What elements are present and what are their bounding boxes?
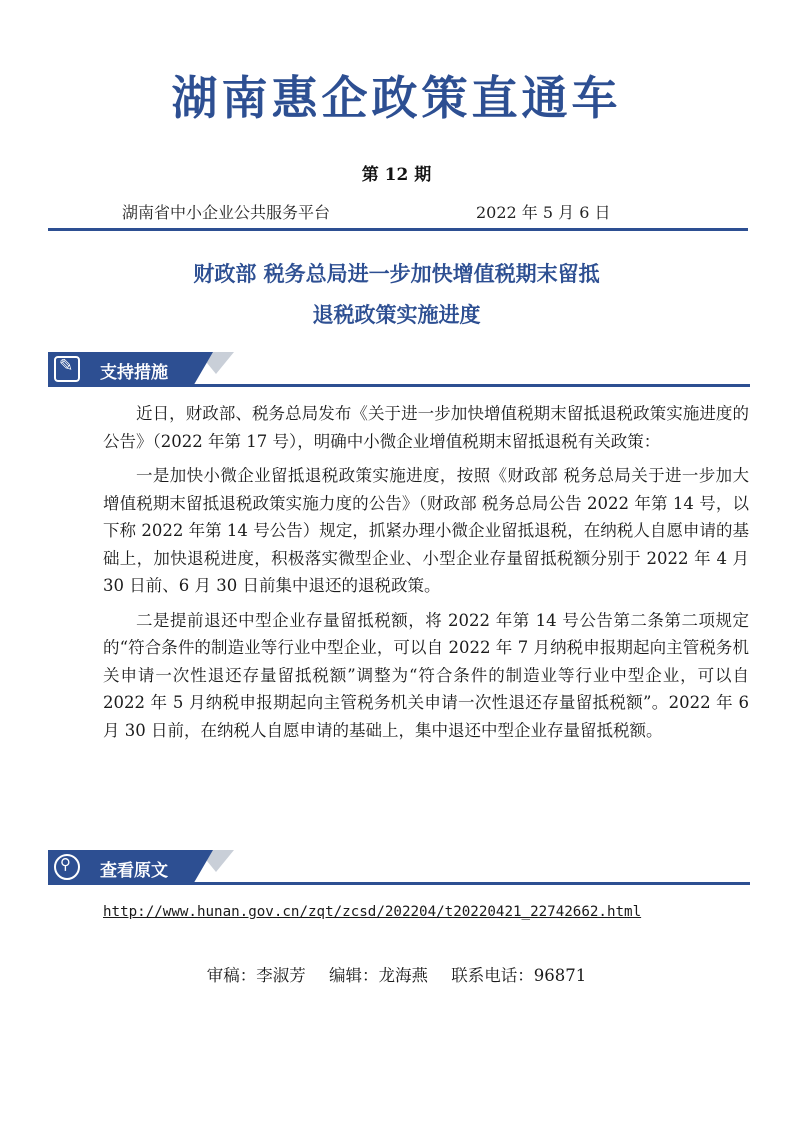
- section-label: 支持措施: [100, 363, 168, 383]
- section-label: 查看原文: [100, 861, 168, 881]
- article-headline-line-1: 财政部 税务总局进一步加快增值税期末留抵: [193, 262, 600, 286]
- section-divider: [48, 384, 750, 387]
- paragraph-intro: 近日，财政部、税务总局发布《关于进一步加快增值税期末留抵退税政策实施进度的公告》（2022 年第 17 号），明确中小微企业增值税期末留抵退税有关政策：: [103, 404, 749, 451]
- section-divider: [48, 882, 750, 885]
- article-body: [103, 400, 749, 751]
- publisher-line: [122, 200, 682, 223]
- section-header-support-measures: [48, 352, 750, 392]
- publisher-name: 湖南省中小企业公共服务平台: [122, 203, 331, 222]
- publish-date: 2022 年 5 月 6 日: [476, 203, 611, 222]
- issue-number: 第 12 期: [361, 165, 432, 185]
- article-headline-line-2: 退税政策实施进度: [312, 303, 481, 327]
- magnifier-icon: ⚲: [54, 854, 80, 880]
- editor-credits: 审稿：李淑芳 编辑：龙海燕 联系电话：96871: [206, 966, 587, 985]
- pen-edit-icon: ✎: [54, 356, 80, 382]
- section-header-view-original: [48, 850, 750, 890]
- source-link[interactable]: http://www.hunan.gov.cn/zqt/zcsd/202204/t20220421_22742662.html: [103, 904, 642, 920]
- paragraph-medium: 二是提前退还中型企业存量留抵税额，将 2022 年第 14 号公告第二条第二项规定的“符合条件的制造业等行业中型企业，可以自 2022 年 7 月纳税申报期起向主管税务机关申请一次性退还存量留抵税额”调整为“符合条件的制造业等行业中型企业，可以自 2022 年 5 月纳税申报期起向主管税务机关申请一次性退还存量留抵税额”。2022 年 6 月 30 日前，在纳税人自愿申请的基础上，集中退还中型企业存量留抵税额。: [103, 610, 749, 740]
- header-divider: [48, 228, 748, 231]
- paragraph-small-micro: 一是加快小微企业留抵退税政策实施进度，按照《财政部 税务总局关于进一步加大增值税期末留抵退税政策实施力度的公告》（财政部 税务总局公告 2022 年第 14 号，以下称 2022 年第 14 号公告）规定，抓紧办理小微企业留抵退税，在纳税人自愿申请的基础上，加快退税进度，积极落实微型企业、小型企业存量留抵税额分别于 2022 年 4 月 30 日前、6 月 30 日前集中退还的退税政策。: [103, 466, 749, 595]
- masthead-title: 湖南惠企政策直通车: [171, 71, 622, 125]
